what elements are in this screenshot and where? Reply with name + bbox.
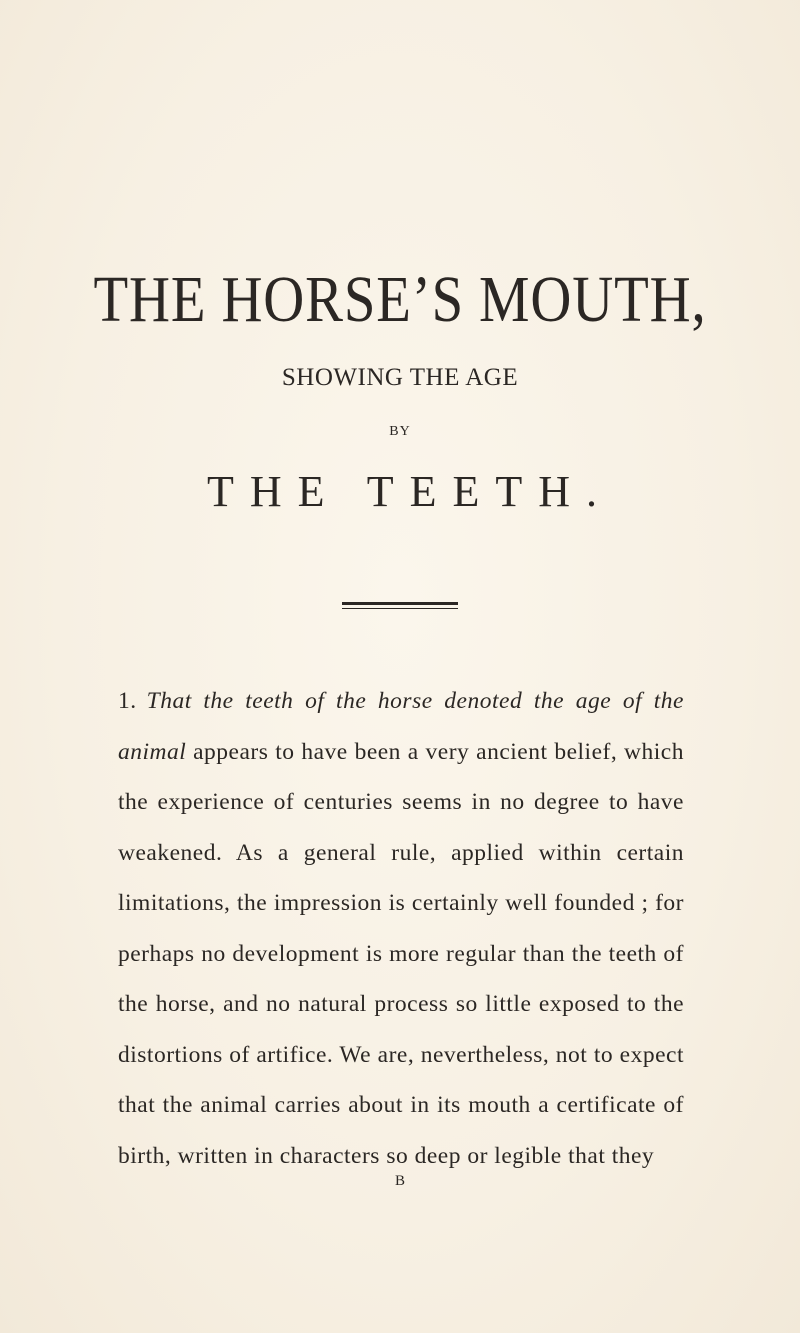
body-paragraph: [118, 676, 684, 1181]
paragraph-text: appears to have been a very ancient belief, which the experience of centuries seems in no degree to have weakened. As a general rule, applied within certain limitations, the impression is certainly well founded ; for perhaps no development is more regular than the teeth of the horse, and no natural process so little exposed to the distortions of artifice. We are, nevertheless, not to expect that the animal carries about in its mouth a certificate of birth, written in characters so deep or legible that they: [118, 738, 684, 1169]
paragraph-number: 1.: [118, 688, 137, 714]
rule-thick-line: [342, 602, 458, 605]
chapter-title: THE HORSE’S MOUTH,: [93, 263, 707, 336]
decorative-rule: [342, 602, 458, 609]
signature-mark: B: [394, 1173, 405, 1189]
chapter-subtitle: SHOWING THE AGE: [281, 364, 519, 391]
rule-thin-line: [342, 608, 458, 609]
chapter-title-continued: THE TEETH.: [206, 467, 614, 516]
by-line: BY: [389, 424, 411, 439]
paragraph-italic-lead: That the teeth of the horse denoted the age of the animal: [118, 688, 684, 765]
